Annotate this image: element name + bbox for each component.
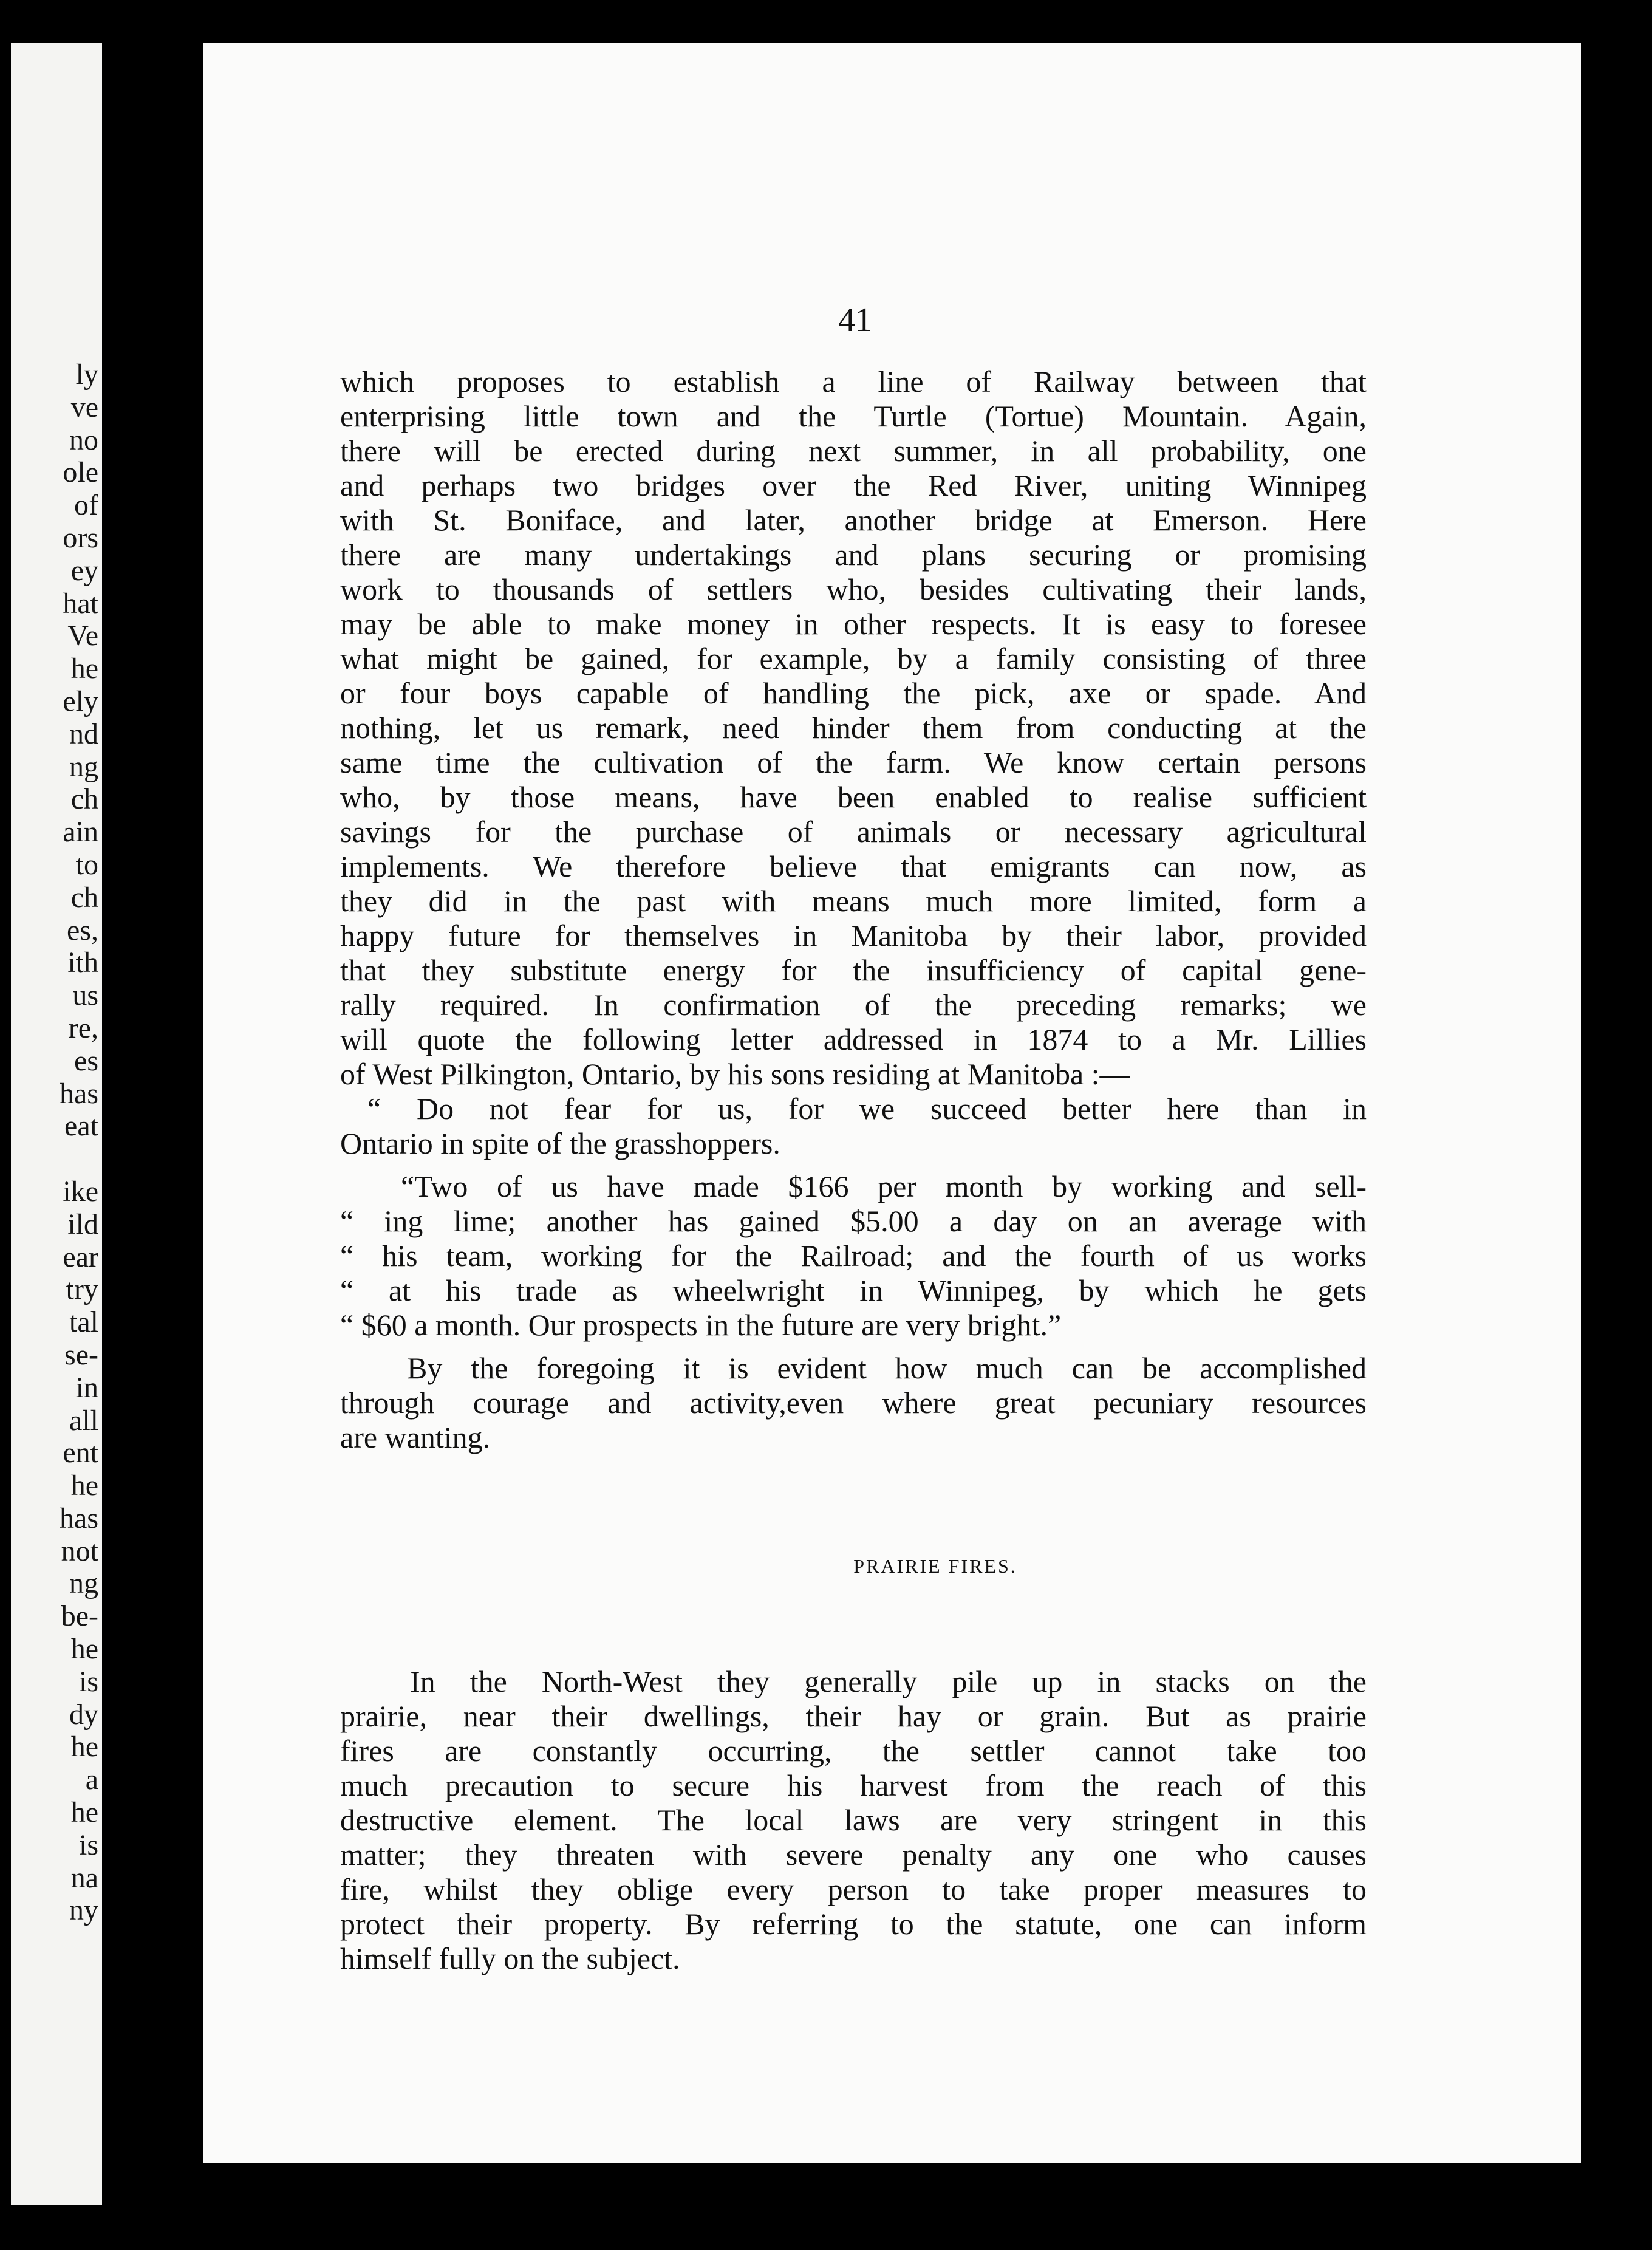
margin-fragment: ole [63, 456, 98, 489]
quote-grasshoppers [340, 1092, 1367, 1161]
paragraph-conclusion [340, 1351, 1367, 1455]
margin-fragment: ey [70, 554, 98, 587]
margin-fragment: es [74, 1044, 98, 1077]
quote-earnings [340, 1169, 1367, 1342]
paragraph2-line: are wanting. [340, 1420, 491, 1454]
margin-fragment: es, [67, 914, 98, 946]
margin-fragment: na [70, 1861, 98, 1894]
margin-fragment: ain [63, 816, 98, 849]
paragraph-railway [340, 364, 1367, 1092]
paragraph1-line: rally required. In confirmation of the preceding remarks; we [340, 988, 1367, 1022]
quote2-line: “ his team, working for the Railroad; and the fourth of us works [340, 1239, 1367, 1273]
margin-fragment: he [70, 652, 98, 685]
paragraph3-line: In the North-West they generally pile up in stacks on the [410, 1664, 1367, 1698]
margin-fragment: ng [69, 750, 98, 783]
quote1-line: “ Do not fear for us, for we succeed better here than in [367, 1092, 1367, 1126]
paragraph3-line: prairie, near their dwellings, their hay or grain. But as prairie [340, 1699, 1367, 1733]
paragraph1-line: or four boys capable of handling the pick, axe or spade. And [340, 676, 1367, 710]
margin-fragment: he [70, 1469, 98, 1502]
paragraph3-line: matter; they threaten with severe penalty any one who causes [340, 1838, 1367, 1872]
margin-fragment: he [70, 1796, 98, 1829]
quote2-line: “Two of us have made $166 per month by working and sell- [401, 1169, 1367, 1203]
margin-fragment: all [69, 1404, 98, 1437]
paragraph2-line: By the foregoing it is evident how much can be accomplished [407, 1351, 1367, 1385]
quote2-line: “ $60 a month. Our prospects in the future are very bright.” [340, 1308, 1062, 1342]
margin-fragment: ent [63, 1437, 98, 1469]
paragraph2-line: through courage and activity,even where great pecuniary resources [340, 1386, 1367, 1420]
margin-fragment: is [78, 1828, 98, 1861]
quote2-line: “ ing lime; another has gained $5.00 a day on an average with [340, 1204, 1367, 1238]
margin-fragment: ike [63, 1175, 98, 1208]
margin-fragment: tal [69, 1306, 98, 1339]
paragraph3-line: fire, whilst they oblige every person to take proper measures to [340, 1872, 1367, 1906]
paragraph1-line: they did in the past with means much more limited, form a [340, 884, 1367, 918]
paragraph1-line: with St. Boniface, and later, another bridge at Emerson. Here [340, 503, 1367, 537]
paragraph3-line: himself fully on the subject. [340, 1941, 680, 1975]
margin-fragment: ors [63, 521, 98, 554]
paragraph1-line: same time the cultivation of the farm. We know certain persons [340, 745, 1367, 779]
paragraph1-line: happy future for themselves in Manitoba by their labor, provided [340, 918, 1367, 952]
margin-fragment: in [75, 1371, 98, 1404]
paragraph3-line: much precaution to secure his harvest from the reach of this [340, 1768, 1367, 1802]
margin-fragment: re, [68, 1011, 98, 1044]
paragraph1-line: enterprising little town and the Turtle (Tortue) Mountain. Again, [340, 399, 1367, 433]
margin-fragment: of [74, 489, 98, 522]
quote2-line: “ at his trade as wheelwright in Winnipeg, by which he gets [340, 1273, 1367, 1307]
margin-fragment: ild [67, 1208, 98, 1240]
quote1-line: Ontario in spite of the grasshoppers. [340, 1126, 780, 1160]
paragraph3-line: destructive element. The local laws are very stringent in this [340, 1803, 1367, 1837]
margin-fragment: has [60, 1502, 98, 1534]
margin-fragment: Ve [67, 620, 98, 652]
paragraph1-line: what might be gained, for example, by a family consisting of three [340, 641, 1367, 675]
margin-fragment: ch [70, 783, 98, 816]
margin-fragment: be- [61, 1600, 98, 1633]
margin-fragment: ith [67, 946, 98, 979]
margin-fragment: us [72, 979, 98, 1012]
heading-prairie-fires: PRAIRIE FIRES. [853, 1555, 1017, 1577]
margin-fragment: no [69, 423, 98, 456]
margin-fragment: eat [64, 1110, 98, 1143]
margin-fragment: a [85, 1763, 98, 1796]
section-heading [0, 1555, 1652, 1578]
margin-fragment: hat [63, 587, 98, 620]
paragraph-prairie-fires [340, 1664, 1367, 1976]
margin-fragment: dy [69, 1698, 98, 1731]
facing-page-fragments [13, 358, 98, 1927]
paragraph1-line: who, by those means, have been enabled to realise sufficient [340, 780, 1367, 814]
paragraph1-line: there will be erected during next summer, in all probability, one [340, 434, 1367, 468]
paragraph1-line: that they substitute energy for the insufficiency of capital gene- [340, 953, 1367, 987]
paragraph1-line: will quote the following letter addressed in 1874 to a Mr. Lillies [340, 1022, 1367, 1056]
paragraph1-line: savings for the purchase of animals or necessary agricultural [340, 815, 1367, 849]
margin-fragment: he [70, 1633, 98, 1666]
margin-fragment: to [75, 848, 98, 881]
main-text [340, 364, 1367, 1455]
paragraph1-line: may be able to make money in other respects. It is easy to foresee [340, 607, 1367, 641]
margin-fragment: ear [63, 1240, 98, 1273]
margin-fragment: ch [70, 881, 98, 914]
page-number: 41 [838, 301, 872, 339]
margin-fragment: is [78, 1665, 98, 1698]
facing-page-strip [11, 43, 102, 2205]
paragraph1-line: work to thousands of settlers who, besides cultivating their lands, [340, 572, 1367, 606]
margin-fragment [13, 1143, 98, 1175]
paragraph1-line: which proposes to establish a line of Railway between that [340, 364, 1367, 398]
paragraph1-line: and perhaps two bridges over the Red River, uniting Winnipeg [340, 468, 1367, 502]
paragraph1-line: nothing, let us remark, need hinder them from conducting at the [340, 711, 1367, 745]
paragraph3-line: protect their property. By referring to the statute, one can inform [340, 1907, 1367, 1941]
paragraph1-line: implements. We therefore believe that emigrants can now, as [340, 849, 1367, 883]
paragraph1-line: there are many undertakings and plans securing or promising [340, 538, 1367, 572]
margin-fragment: nd [69, 717, 98, 750]
paragraph3-line: fires are constantly occurring, the settler cannot take too [340, 1734, 1367, 1768]
margin-fragment: try [66, 1273, 98, 1306]
margin-fragment: ly [75, 358, 98, 391]
paragraph1-line: of West Pilkington, Ontario, by his sons residing at Manitoba :— [340, 1057, 1130, 1091]
section-prairie-fires-text [340, 1664, 1367, 1976]
margin-fragment: ve [70, 391, 98, 423]
margin-fragment: ny [69, 1894, 98, 1927]
margin-fragment: has [60, 1077, 98, 1110]
margin-fragment: he [70, 1731, 98, 1763]
margin-fragment: not [61, 1534, 98, 1567]
margin-fragment: ely [63, 685, 98, 717]
margin-fragment: se- [64, 1338, 98, 1371]
margin-fragment: ng [69, 1567, 98, 1600]
